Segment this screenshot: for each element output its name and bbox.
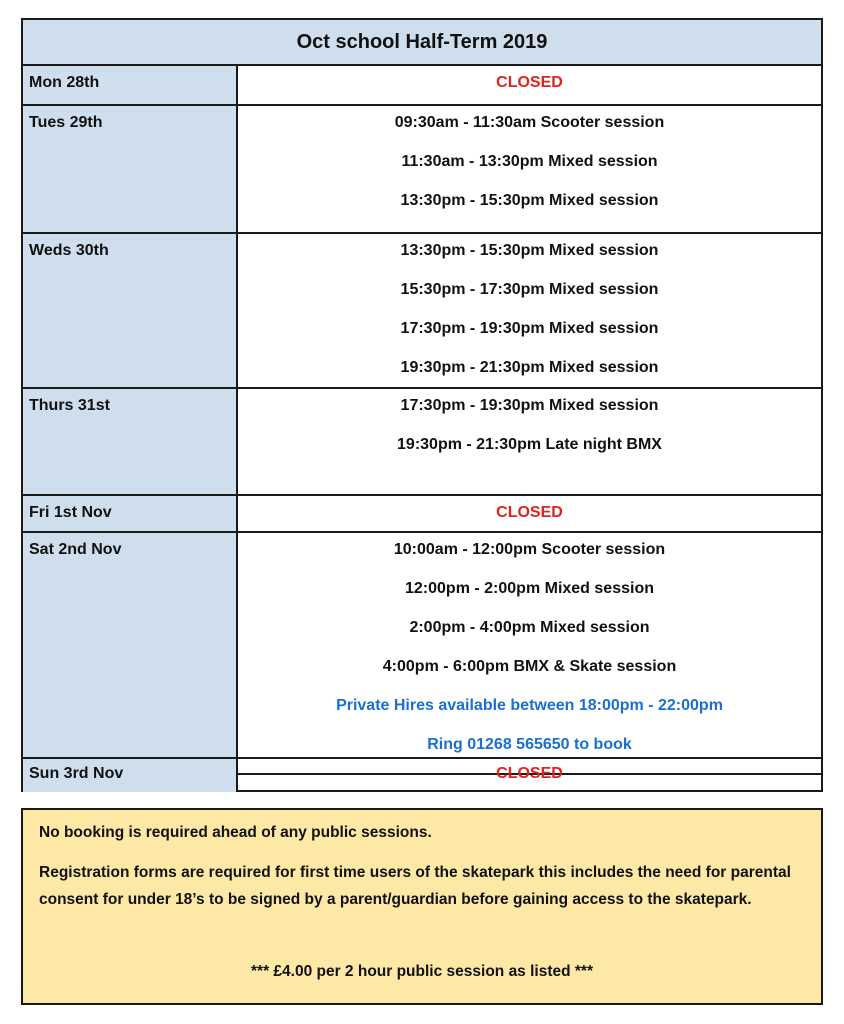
session-item: 11:30am - 13:30pm Mixed session: [401, 153, 658, 170]
booking-note: No booking is required ahead of any public sessions.: [39, 824, 432, 841]
info-notes-box: [21, 808, 823, 1005]
session-item: 19:30pm - 21:30pm Mixed session: [400, 359, 659, 376]
session-item: 4:00pm - 6:00pm BMX & Skate session: [382, 658, 677, 675]
session-list: [238, 234, 821, 387]
schedule-title: Oct school Half-Term 2019: [23, 20, 821, 66]
day-label: Tues 29th: [23, 106, 238, 232]
session-list: [238, 496, 821, 531]
session-item: 13:30pm - 15:30pm Mixed session: [400, 192, 659, 209]
session-item: 17:30pm - 19:30pm Mixed session: [400, 397, 659, 414]
day-row-weds: [23, 234, 821, 389]
session-item: 15:30pm - 17:30pm Mixed session: [400, 281, 659, 298]
private-hire-note: Private Hires available between 18:00pm - 22:00pm: [336, 697, 723, 714]
schedule-table: [21, 18, 823, 792]
session-closed: CLOSED: [496, 504, 563, 521]
session-list: [238, 66, 821, 104]
session-item: 2:00pm - 4:00pm Mixed session: [409, 619, 650, 636]
day-label: Weds 30th: [23, 234, 238, 387]
day-row-thurs: [23, 389, 821, 496]
day-row-sat: [23, 533, 821, 775]
session-list: [238, 389, 821, 494]
session-list: [238, 759, 821, 792]
day-row-sun-content: [23, 757, 821, 792]
registration-note: Registration forms are required for first time users of the skatepark this includes the need for parental consent for under 18’s to be signed by a parent/guardian before gaining access to the skatepark.: [39, 864, 791, 908]
day-row-mon: [23, 66, 821, 106]
session-item: 17:30pm - 19:30pm Mixed session: [400, 320, 659, 337]
booking-phone: Ring 01268 565650 to book: [427, 736, 632, 753]
day-label: Fri 1st Nov: [23, 496, 238, 531]
session-item: 10:00am - 12:00pm Scooter session: [393, 541, 666, 558]
session-item: 09:30am - 11:30am Scooter session: [394, 114, 665, 131]
session-list: [238, 106, 821, 232]
day-row-fri: [23, 496, 821, 533]
session-item: 19:30pm - 21:30pm Late night BMX: [397, 436, 662, 453]
session-list: [238, 533, 821, 773]
day-label: Thurs 31st: [23, 389, 238, 494]
session-item: 13:30pm - 15:30pm Mixed session: [400, 242, 659, 259]
session-closed: CLOSED: [496, 74, 563, 91]
day-row-tues: [23, 106, 821, 234]
price-note: *** £4.00 per 2 hour public session as listed ***: [251, 963, 593, 980]
day-label: Mon 28th: [23, 66, 238, 104]
session-closed: CLOSED: [496, 765, 563, 782]
day-label: Sat 2nd Nov: [23, 533, 238, 773]
session-item: 12:00pm - 2:00pm Mixed session: [405, 580, 654, 597]
day-label: Sun 3rd Nov: [23, 759, 238, 792]
